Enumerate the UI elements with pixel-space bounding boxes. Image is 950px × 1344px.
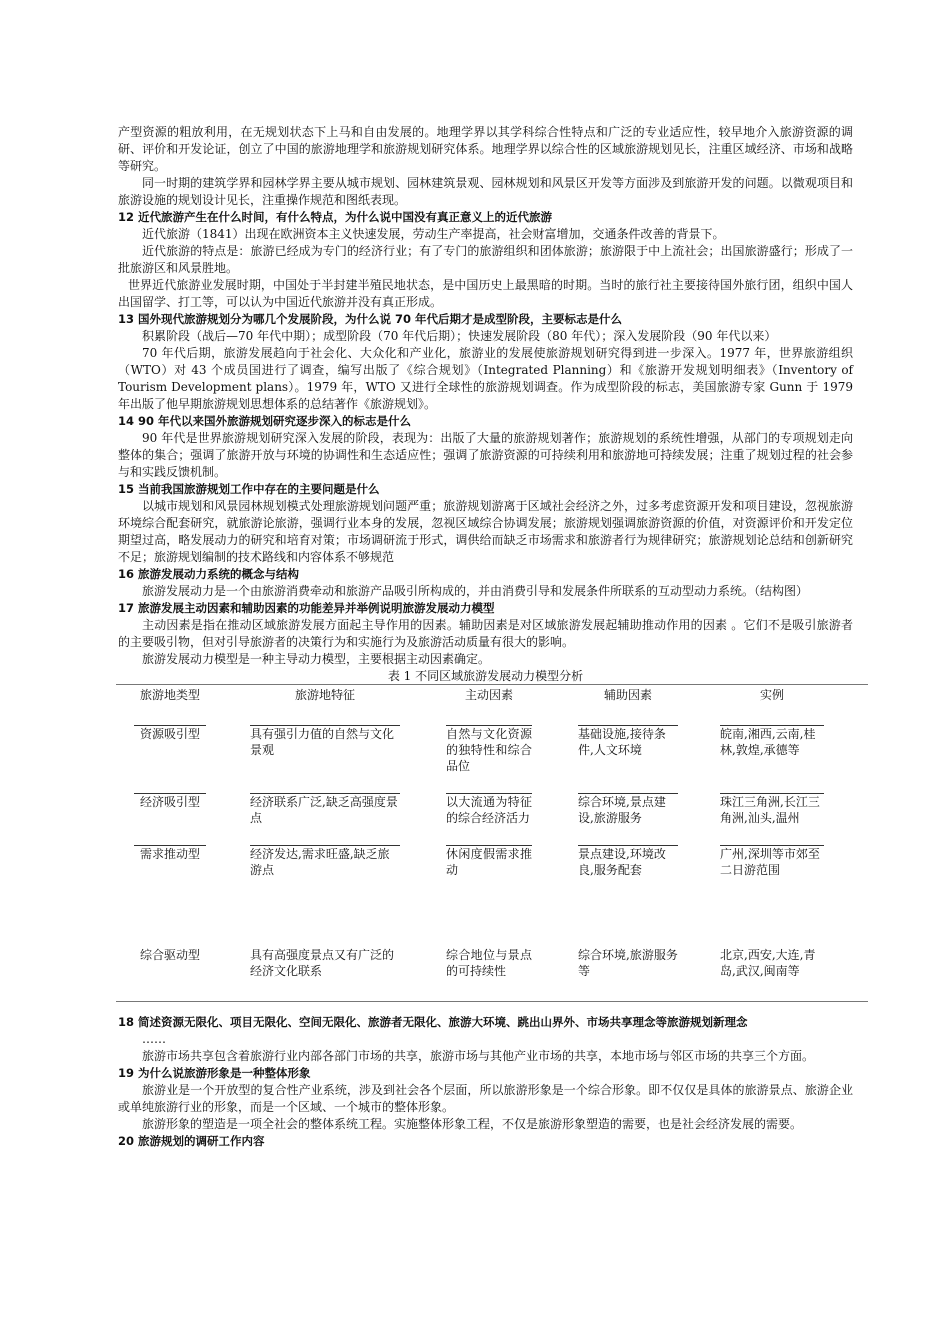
header-type: 旅游地类型 (139, 688, 200, 702)
question-13-paragraph-1: 积累阶段（战后—70 年代中期）；成型阶段（70 年代后期）；快速发展阶段（80 年代）；深入发展阶段（90 年代以来） (142, 329, 777, 343)
intro-paragraph-2: 同一时期的建筑学界和园林学界主要从城市规划、园林建筑景观、园林规划和风景区开发等方面涉及到旅游开发的问题。以微观项目和旅游设施的规划设计见长，注重操作规范和图纸表现。 (118, 176, 853, 207)
question-12-paragraph-3: 世界近代旅游业发展时期，中国处于半封建半殖民地状态，是中国历史上最黑暗的时期。当时的旅行社主要接待国外旅行团，组织中国人出国留学、打工等，可以认为中国近代旅游并没有真正形成。 (118, 278, 853, 309)
row-aux-factor: 综合环境,景点建设,旅游服务 (578, 793, 678, 826)
question-15-paragraph-1: 以城市规划和风景园林规划模式处理旅游规划问题严重；旅游规划游离于区域社会经济之外，过多考虑资源开发和项目建设，忽视旅游环境综合配套研究，就旅游论旅游，强调行业本身的发展，忽视区域综合协调发展；旅游规划强调旅游资源的价值，对资源评价和开发定位期望过高，略发展动力的研究和培育对策；市场调研流于形式，调供给而缺乏市场需求和旅游者行为规律研究；旅游规划论总结和创新研究不足；旅游规划编制的技术路线和内容体系不够规范 (118, 499, 853, 564)
header-example: 实例 (759, 688, 784, 702)
row-example: 珠江三角洲,长江三角洲,汕头,温州 (720, 793, 824, 826)
question-12-heading: 12 近代旅游产生在什么时间，有什么特点，为什么说中国没有真正意义上的近代旅游 (118, 210, 553, 224)
question-17-paragraph-2: 旅游发展动力模型是一种主导动力模型，主要根据主动因素确定。 (142, 652, 491, 666)
row-type: 经济吸引型 (134, 793, 206, 810)
row-main-factor: 休闲度假需求推动 (446, 847, 532, 877)
question-13-paragraph-2: 70 年代后期，旅游发展趋向于社会化、大众化和产业化，旅游业的发展使旅游规划研究得到进一步深入。1977 年，世界旅游组织（WTO）对 43 个成员国进行了调查，编写出版了《综合规划》（Integrated Planning）和《旅游开发规划明细表》（Inventory of Tourism Development plans）。1979 年，WTO 又进行全球性的旅游规划调查。作为成型阶段的标志，美国旅游专家 Gunn 于 1979 年出版了他早期旅游规划思想体系的总结著作《旅游规划》。 (118, 346, 853, 411)
table-caption: 表 1 不同区域旅游发展动力模型分析 (387, 669, 584, 683)
row-feature: 经济联系广泛,缺乏高强度景点 (250, 793, 400, 826)
intro-paragraph-1: 产型资源的粗放利用，在无规划状态下上马和自由发展的。地理学界以其学科综合性特点和广泛的专业适应性，较早地介入旅游资源的调研、评价和开发论证，创立了中国的旅游地理学和旅游规划研究体系。地理学界以综合性的区域旅游规划见长，注重区域经济、市场和战略等研究。 (118, 125, 853, 173)
row-feature: 经济发达,需求旺盛,缺乏旅游点 (250, 845, 400, 878)
question-18-paragraph-1: 旅游市场共享包含着旅游行业内部各部门市场的共享，旅游市场与其他产业市场的共享，本地市场与邻区市场的共享三个方面。 (142, 1049, 815, 1063)
question-18-heading: 18 简述资源无限化、项目无限化、空间无限化、旅游者无限化、旅游大环境、跳出山界外、市场共享理念等旅游规划新理念 (118, 1015, 748, 1029)
question-17-heading: 17 旅游发展主动因素和辅助因素的功能差异并举例说明旅游发展动力模型 (118, 601, 495, 615)
table-header-row (116, 687, 868, 719)
question-18-ellipsis: …… (142, 1032, 166, 1046)
row-feature: 具有高强度景点又有广泛的经济文化联系 (250, 948, 395, 978)
question-19-paragraph-1: 旅游业是一个开放型的复合性产业系统，涉及到社会各个层面，所以旅游形象是一个综合形象。即不仅仅是具体的旅游景点、旅游企业或单纯旅游行业的形象，而是一个区域、一个城市的整体形象。 (118, 1083, 853, 1114)
question-12-paragraph-2: 近代旅游的特点是：旅游已经成为专门的经济行业；有了专门的旅游组织和团体旅游；旅游限于中上流社会；出国旅游盛行；形成了一批旅游区和风景胜地。 (118, 244, 853, 275)
row-feature: 具有强引力值的自然与文化景观 (250, 725, 400, 758)
row-type: 资源吸引型 (134, 725, 206, 742)
header-feature: 旅游地特征 (294, 688, 355, 702)
row-example: 皖南,湘西,云南,桂林,敦煌,承德等 (720, 725, 824, 758)
question-14-paragraph-1: 90 年代是世界旅游规划研究深入发展的阶段，表现为：出版了大量的旅游规划著作；旅游规划的系统性增强，从部门的专项规划走向整体的集合；强调了旅游开放与环境的协调性和生态适应性；强调了旅游资源的可持续利用和旅游地可持续发展；注重了规划过程的社会参与和实践反馈机制。 (118, 431, 853, 479)
row-example: 广州,深圳等市郊至二日游范围 (720, 845, 824, 878)
header-main-factor: 主动因素 (464, 688, 513, 702)
row-aux-factor: 基础设施,接待条件,人文环境 (578, 725, 678, 758)
question-17-paragraph-1: 主动因素是指在推动区域旅游发展方面起主导作用的因素。辅助因素是对区域旅游发展起辅助推动作用的因素 。它们不是吸引旅游者的主要吸引物，但对引导旅游者的决策行为和实施行为及旅游活动质量有很大的影响。 (118, 618, 853, 649)
question-15-heading: 15 当前我国旅游规划工作中存在的主要问题是什么 (118, 482, 380, 496)
row-main-factor: 以大流通为特征的综合经济活力 (446, 795, 532, 825)
question-16-heading: 16 旅游发展动力系统的概念与结构 (118, 567, 300, 581)
row-type: 需求推动型 (134, 845, 206, 862)
header-aux-factor: 辅助因素 (603, 688, 652, 702)
row-aux-factor: 综合环境,旅游服务等 (578, 948, 678, 978)
question-14-heading: 14 90 年代以来国外旅游规划研究逐步深入的标志是什么 (118, 414, 412, 428)
question-16-paragraph-1: 旅游发展动力是一个由旅游消费牵动和旅游产品吸引所构成的，并由消费引导和发展条件所联系的互动型动力系统。（结构图） (142, 584, 809, 598)
document-page (118, 124, 853, 1150)
row-type: 综合驱动型 (139, 948, 200, 962)
row-aux-factor: 景点建设,环境改良,服务配套 (578, 845, 678, 878)
row-main-factor: 自然与文化资源的独特性和综合品位 (446, 727, 532, 773)
question-13-heading: 13 国外现代旅游规划分为哪几个发展阶段，为什么说 70 年代后期才是成型阶段，主要标志是什么 (118, 312, 623, 326)
question-19-heading: 19 为什么说旅游形象是一种整体形象 (118, 1066, 311, 1080)
question-20-heading: 20 旅游规划的调研工作内容 (118, 1134, 265, 1148)
row-main-factor: 综合地位与景点的可持续性 (446, 948, 532, 978)
question-19-paragraph-2: 旅游形象的塑造是一项全社会的整体系统工程。实施整体形象工程，不仅是旅游形象塑造的需要，也是社会经济发展的需要。 (142, 1117, 803, 1131)
dynamics-model-table (116, 684, 868, 1002)
question-12-paragraph-1: 近代旅游（1841）出现在欧洲资本主义快速发展，劳动生产率提高，社会财富增加，交通条件改善的背景下。 (142, 227, 725, 241)
row-example: 北京,西安,大连,青岛,武汉,闽南等 (720, 948, 816, 978)
